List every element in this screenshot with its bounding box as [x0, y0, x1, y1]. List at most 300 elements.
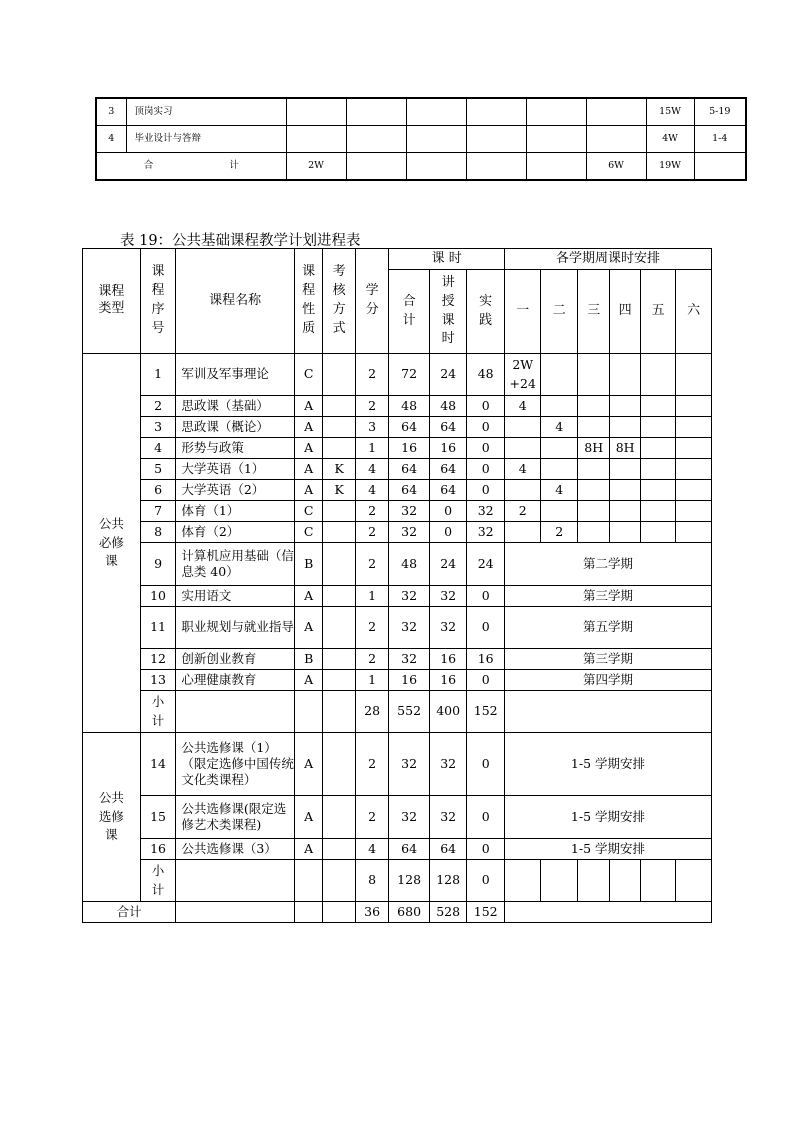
header-term: 一 [504, 270, 541, 354]
term-span-cell: 第五学期 [504, 607, 711, 649]
cell [176, 860, 295, 902]
total-hours-cell: 32 [389, 649, 430, 670]
term-cell [504, 860, 541, 902]
credit-cell: 2 [355, 796, 388, 839]
header-name: 课程名称 [176, 249, 295, 354]
cell [466, 126, 526, 153]
term-cell [504, 354, 541, 396]
term-cell [541, 354, 578, 396]
term-cell [578, 417, 610, 438]
lecture-hours-cell: 16 [429, 670, 467, 691]
course-name: 公共选修课(限定选修艺术类课程) [176, 796, 295, 839]
exam-cell [323, 649, 355, 670]
term-cell [640, 501, 676, 522]
course-name: 体育（2） [176, 522, 295, 543]
table-row [83, 354, 712, 396]
seq-cell: 1 [140, 354, 176, 396]
term-cell [676, 438, 712, 459]
term-cell [640, 438, 676, 459]
term-cell: 4 [541, 480, 578, 501]
cell [466, 98, 526, 126]
practice-hours-cell: 16 [467, 649, 505, 670]
term-cell [676, 354, 712, 396]
lecture-hours-cell: 528 [429, 902, 467, 923]
term-cell [676, 459, 712, 480]
header-text: 考核方式 [332, 264, 346, 336]
cell [323, 691, 355, 733]
group-label-elective [83, 733, 141, 902]
practice-hours-cell: 0 [467, 586, 505, 607]
subtotal-label-text: 小计 [151, 693, 165, 728]
lecture-hours-cell: 32 [429, 733, 467, 796]
nature-cell: A [295, 670, 323, 691]
cell: 1-4 [694, 126, 746, 153]
nature-cell: A [295, 396, 323, 417]
header-term: 四 [610, 270, 640, 354]
exam-cell: K [323, 480, 355, 501]
total-hours-cell: 32 [389, 501, 430, 522]
term-cell [676, 417, 712, 438]
seq-cell: 4 [140, 438, 176, 459]
course-name: 思政课（基础） [176, 396, 295, 417]
credit-cell: 2 [355, 649, 388, 670]
practice-hours-cell: 0 [467, 670, 505, 691]
practice-hours-cell: 152 [467, 691, 505, 733]
term-cell: 2 [541, 522, 578, 543]
term-cell [640, 522, 676, 543]
lecture-hours-cell: 64 [429, 480, 467, 501]
course-name: 大学英语（2） [176, 480, 295, 501]
credit-cell: 2 [355, 396, 388, 417]
cell [406, 153, 466, 181]
grand-total-label: 合计 [83, 902, 176, 923]
term-span-cell: 第四学期 [504, 670, 711, 691]
practice-hours-cell: 32 [467, 501, 505, 522]
table-row [83, 543, 712, 586]
seq-cell: 2 [140, 396, 176, 417]
term-cell: 8H [610, 438, 640, 459]
table-row [83, 522, 712, 543]
total-hours-cell: 680 [389, 902, 430, 923]
table-row [83, 649, 712, 670]
exam-cell [323, 501, 355, 522]
credit-cell: 2 [355, 522, 388, 543]
seq-cell: 15 [140, 796, 176, 839]
cell [295, 691, 323, 733]
seq-cell: 8 [140, 522, 176, 543]
cell [526, 126, 586, 153]
lecture-hours-cell: 32 [429, 796, 467, 839]
term-cell [610, 501, 640, 522]
practice-hours-cell: 0 [467, 796, 505, 839]
total-hours-cell: 32 [389, 733, 430, 796]
header-nature [295, 249, 323, 354]
cell [586, 98, 646, 126]
total-hours-cell: 32 [389, 522, 430, 543]
seq-cell: 7 [140, 501, 176, 522]
cell: 4W [646, 126, 694, 153]
exam-cell [323, 543, 355, 586]
cell [346, 153, 406, 181]
total-hours-cell: 48 [389, 543, 430, 586]
lecture-hours-cell: 48 [429, 396, 467, 417]
practice-hours-cell: 0 [467, 438, 505, 459]
term-value: 2W+24 [509, 356, 536, 391]
cell: 5-19 [694, 98, 746, 126]
nature-cell: A [295, 839, 323, 860]
course-name: 公共选修课（3） [176, 839, 295, 860]
seq-cell: 6 [140, 480, 176, 501]
term-cell [504, 438, 541, 459]
term-cell [504, 480, 541, 501]
nature-cell: A [295, 586, 323, 607]
practice-schedule-table [95, 97, 747, 181]
total-hours-cell: 64 [389, 839, 430, 860]
lecture-hours-cell: 64 [429, 417, 467, 438]
group-label-text: 公共必修课 [98, 515, 124, 569]
total-hours-cell: 32 [389, 796, 430, 839]
total-hours-cell: 64 [389, 459, 430, 480]
term-cell [578, 459, 610, 480]
total-label-part: 计 [229, 159, 239, 171]
exam-cell [323, 839, 355, 860]
table-row [83, 459, 712, 480]
course-name: 形势与政策 [176, 438, 295, 459]
credit-cell: 2 [355, 501, 388, 522]
nature-cell: C [295, 522, 323, 543]
lecture-hours-cell: 400 [429, 691, 467, 733]
cell [526, 98, 586, 126]
term-cell [640, 417, 676, 438]
cell [295, 902, 323, 923]
nature-cell: B [295, 543, 323, 586]
nature-cell: C [295, 501, 323, 522]
practice-hours-cell: 0 [467, 860, 505, 902]
term-cell [676, 480, 712, 501]
cell [323, 860, 355, 902]
term-cell [610, 480, 640, 501]
seq-cell: 14 [140, 733, 176, 796]
header-total [389, 270, 430, 354]
table-row [83, 670, 712, 691]
total-hours-cell: 128 [389, 860, 430, 902]
cell [406, 98, 466, 126]
term-cell: 4 [504, 396, 541, 417]
table-row [83, 586, 712, 607]
term-cell [640, 860, 676, 902]
practice-hours-cell: 0 [467, 607, 505, 649]
lecture-hours-cell: 16 [429, 438, 467, 459]
exam-cell [323, 796, 355, 839]
subtotal-label [140, 860, 176, 902]
term-span-cell: 第二学期 [504, 543, 711, 586]
table-row [83, 396, 712, 417]
exam-cell [323, 733, 355, 796]
exam-cell [323, 522, 355, 543]
subtotal-row [83, 691, 712, 733]
course-name: 公共选修课（1）（限定选修中国传统文化类课程） [176, 733, 295, 796]
cell: 19W [646, 153, 694, 181]
nature-cell: A [295, 733, 323, 796]
total-hours-cell: 16 [389, 670, 430, 691]
exam-cell [323, 396, 355, 417]
credit-cell: 4 [355, 459, 388, 480]
total-hours-cell: 72 [389, 354, 430, 396]
nature-cell: C [295, 354, 323, 396]
nature-cell: A [295, 607, 323, 649]
table-row [83, 438, 712, 459]
term-span-cell: 第三学期 [504, 586, 711, 607]
seq-cell: 13 [140, 670, 176, 691]
term-cell [578, 480, 610, 501]
grand-total-row [83, 902, 712, 923]
term-cell [578, 354, 610, 396]
term-cell [541, 459, 578, 480]
item-name: 顶岗实习 [126, 98, 286, 126]
header-term: 五 [640, 270, 676, 354]
header-term: 二 [541, 270, 578, 354]
header-seq [140, 249, 176, 354]
term-span-cell [504, 902, 711, 923]
header-hours: 课 时 [389, 249, 505, 270]
practice-hours-cell: 0 [467, 417, 505, 438]
credit-cell: 4 [355, 839, 388, 860]
lecture-hours-cell: 0 [429, 501, 467, 522]
header-text: 讲授课时 [441, 274, 455, 347]
term-span-cell: 1-5 学期安排 [504, 733, 711, 796]
term-cell [640, 480, 676, 501]
nature-cell: A [295, 417, 323, 438]
nature-cell: A [295, 796, 323, 839]
header-lecture [429, 270, 467, 354]
cell [586, 126, 646, 153]
header-type [83, 249, 141, 354]
course-name: 体育（1） [176, 501, 295, 522]
subtotal-label-text: 小计 [151, 862, 165, 897]
practice-hours-cell: 24 [467, 543, 505, 586]
term-span-cell [504, 691, 711, 733]
subtotal-row [83, 860, 712, 902]
nature-cell: B [295, 649, 323, 670]
term-cell: 2 [504, 501, 541, 522]
total-label [96, 153, 286, 181]
lecture-hours-cell: 32 [429, 586, 467, 607]
table-row [83, 417, 712, 438]
row-number: 3 [96, 98, 126, 126]
table-row [83, 839, 712, 860]
nature-cell: A [295, 459, 323, 480]
cell [176, 691, 295, 733]
term-cell [610, 354, 640, 396]
practice-hours-cell: 0 [467, 480, 505, 501]
term-span-cell: 1-5 学期安排 [504, 796, 711, 839]
lecture-hours-cell: 64 [429, 459, 467, 480]
credit-cell: 8 [355, 860, 388, 902]
nature-cell: A [295, 480, 323, 501]
cell [346, 98, 406, 126]
term-cell [610, 459, 640, 480]
term-span-cell: 1-5 学期安排 [504, 839, 711, 860]
course-name: 创新创业教育 [176, 649, 295, 670]
credit-cell: 2 [355, 354, 388, 396]
header-practice [467, 270, 505, 354]
term-cell [676, 860, 712, 902]
total-hours-cell: 48 [389, 396, 430, 417]
term-cell [676, 522, 712, 543]
term-cell: 4 [504, 459, 541, 480]
total-hours-cell: 64 [389, 480, 430, 501]
cell [286, 126, 346, 153]
header-text: 课程类型 [98, 284, 125, 316]
header-term: 六 [676, 270, 712, 354]
cell [466, 153, 526, 181]
course-name: 计算机应用基础（信息类 40） [176, 543, 295, 586]
exam-cell [323, 670, 355, 691]
exam-cell [323, 586, 355, 607]
header-text: 课程序号 [151, 264, 165, 336]
practice-hours-cell: 0 [467, 839, 505, 860]
total-hours-cell: 552 [389, 691, 430, 733]
cell: 15W [646, 98, 694, 126]
lecture-hours-cell: 0 [429, 522, 467, 543]
term-cell [676, 501, 712, 522]
table-row [96, 98, 746, 126]
total-row [96, 153, 746, 181]
table-row [83, 607, 712, 649]
cell: 6W [586, 153, 646, 181]
table-row [96, 126, 746, 153]
lecture-hours-cell: 24 [429, 354, 467, 396]
seq-cell: 3 [140, 417, 176, 438]
cell [406, 126, 466, 153]
credit-cell: 1 [355, 438, 388, 459]
group-label-required [83, 354, 141, 733]
term-cell [640, 396, 676, 417]
term-cell [541, 438, 578, 459]
term-cell [578, 501, 610, 522]
term-cell: 8H [578, 438, 610, 459]
credit-cell: 2 [355, 733, 388, 796]
term-cell [541, 501, 578, 522]
header-exam [323, 249, 355, 354]
group-label-text: 公共选修课 [98, 789, 124, 843]
header-text: 合计 [402, 293, 416, 328]
table-row [83, 501, 712, 522]
lecture-hours-cell: 128 [429, 860, 467, 902]
course-name: 思政课（概论） [176, 417, 295, 438]
cell [694, 153, 746, 181]
lecture-hours-cell: 16 [429, 649, 467, 670]
table-row [83, 480, 712, 501]
credit-cell: 4 [355, 480, 388, 501]
credit-cell: 3 [355, 417, 388, 438]
header-text: 学分 [365, 283, 379, 317]
course-name: 实用语文 [176, 586, 295, 607]
seq-cell: 11 [140, 607, 176, 649]
total-hours-cell: 32 [389, 586, 430, 607]
header-term: 三 [578, 270, 610, 354]
course-name: 军训及军事理论 [176, 354, 295, 396]
seq-cell: 16 [140, 839, 176, 860]
practice-hours-cell: 0 [467, 459, 505, 480]
seq-cell: 10 [140, 586, 176, 607]
term-cell [578, 522, 610, 543]
term-cell [578, 396, 610, 417]
term-cell [640, 459, 676, 480]
lecture-hours-cell: 32 [429, 607, 467, 649]
table-row [83, 796, 712, 839]
term-cell [610, 860, 640, 902]
course-plan-table [82, 248, 712, 923]
exam-cell [323, 354, 355, 396]
cell [295, 860, 323, 902]
seq-cell: 12 [140, 649, 176, 670]
term-cell [676, 396, 712, 417]
exam-cell [323, 607, 355, 649]
credit-cell: 2 [355, 607, 388, 649]
credit-cell: 28 [355, 691, 388, 733]
total-hours-cell: 32 [389, 607, 430, 649]
cell: 2W [286, 153, 346, 181]
exam-cell [323, 417, 355, 438]
seq-cell: 9 [140, 543, 176, 586]
term-cell [610, 522, 640, 543]
term-cell [610, 396, 640, 417]
total-label-part: 合 [143, 159, 154, 171]
exam-cell: K [323, 459, 355, 480]
course-name: 职业规划与就业指导 [176, 607, 295, 649]
credit-cell: 36 [355, 902, 388, 923]
course-name: 大学英语（1） [176, 459, 295, 480]
term-cell [541, 860, 578, 902]
cell [323, 902, 355, 923]
nature-cell: A [295, 438, 323, 459]
row-number: 4 [96, 126, 126, 153]
practice-hours-cell: 48 [467, 354, 505, 396]
term-cell [640, 354, 676, 396]
item-name: 毕业设计与答辩 [126, 126, 286, 153]
header-text: 课程性质 [302, 264, 316, 336]
header-row [83, 249, 712, 270]
seq-cell: 5 [140, 459, 176, 480]
cell [346, 126, 406, 153]
header-schedule: 各学期周课时安排 [504, 249, 711, 270]
practice-hours-cell: 32 [467, 522, 505, 543]
credit-cell: 2 [355, 543, 388, 586]
cell [526, 153, 586, 181]
term-cell: 4 [541, 417, 578, 438]
table-row [83, 733, 712, 796]
practice-hours-cell: 0 [467, 396, 505, 417]
term-cell [541, 396, 578, 417]
lecture-hours-cell: 24 [429, 543, 467, 586]
exam-cell [323, 438, 355, 459]
header-text: 实践 [479, 293, 493, 328]
total-hours-cell: 64 [389, 417, 430, 438]
practice-hours-cell: 152 [467, 902, 505, 923]
cell [176, 902, 295, 923]
cell [286, 98, 346, 126]
total-hours-cell: 16 [389, 438, 430, 459]
credit-cell: 1 [355, 670, 388, 691]
term-cell [504, 522, 541, 543]
credit-cell: 1 [355, 586, 388, 607]
subtotal-label [140, 691, 176, 733]
term-span-cell: 第三学期 [504, 649, 711, 670]
lecture-hours-cell: 64 [429, 839, 467, 860]
term-cell [578, 860, 610, 902]
table-caption: 表 19：公共基础课程教学计划进程表 [120, 233, 361, 249]
